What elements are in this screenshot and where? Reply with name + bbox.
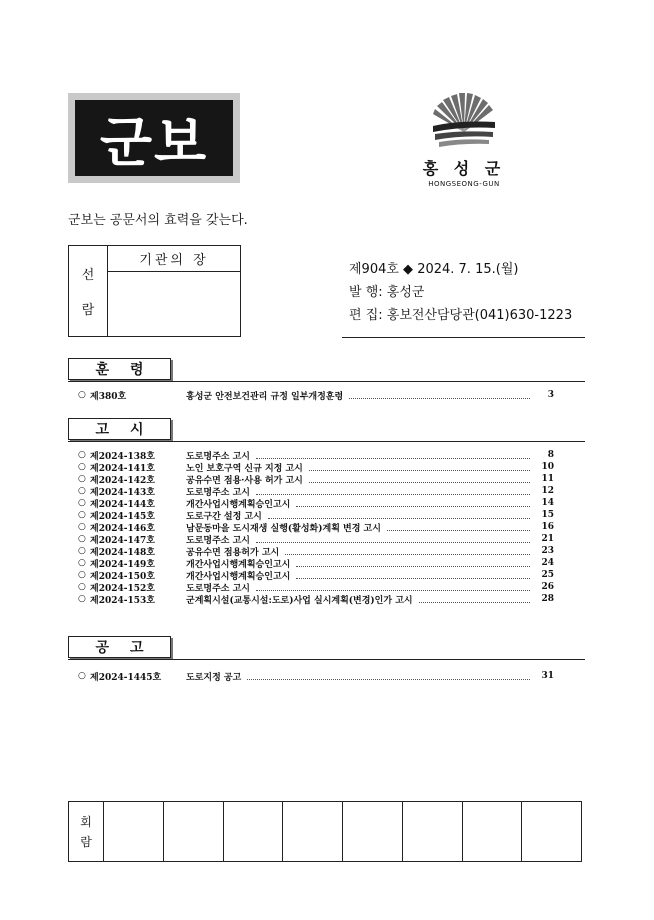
circle-bullet-icon: ○: [78, 462, 86, 472]
dot-leader: [419, 596, 530, 603]
circulation-cell[interactable]: [343, 802, 403, 861]
circle-bullet-icon: ○: [78, 498, 86, 508]
toc-entry[interactable]: [78, 509, 554, 521]
dot-leader: [256, 452, 530, 459]
dot-leader: [256, 584, 530, 591]
dot-leader: [296, 560, 530, 567]
review-label-top: 선: [81, 268, 95, 283]
entry-number: 제2024-144호: [90, 499, 155, 510]
section-title-announcement: 공 고: [68, 636, 171, 658]
entry-page: 8: [547, 450, 554, 460]
county-emblem-icon: [429, 92, 499, 154]
circle-bullet-icon: ○: [78, 570, 86, 580]
entry-title: 공유수면 점용·사용 허가 고시: [186, 475, 303, 486]
entry-title: 도로명주소 고시: [186, 487, 250, 498]
circulation-table: [68, 801, 582, 862]
toc-entry[interactable]: [78, 497, 554, 509]
dot-leader: [309, 464, 530, 471]
tagline: 군보는 공문서의 효력을 갖는다.: [68, 213, 248, 228]
review-label: [69, 246, 108, 336]
entry-page: 21: [541, 534, 554, 544]
circle-bullet-icon: ○: [78, 671, 86, 681]
section-divider: [68, 381, 585, 382]
circle-bullet-icon: ○: [78, 534, 86, 544]
review-header: 기관의 장: [108, 246, 240, 272]
entry-page: 15: [541, 510, 554, 520]
entry-page: 11: [541, 474, 554, 484]
entry-number: 제2024-138호: [90, 451, 155, 462]
entry-number: 제2024-146호: [90, 523, 155, 534]
entry-page: 25: [541, 570, 554, 580]
dot-leader: [387, 524, 530, 531]
entry-title: 군계획시설(교통시설:도로)사업 실시계획(변경)인가 고시: [186, 595, 413, 606]
toc-entry[interactable]: ○ 제380호 홍성군 안전보건관리 규정 일부개정훈령 3: [78, 390, 554, 402]
issue-divider: [342, 337, 585, 338]
review-box: [68, 245, 241, 337]
circulation-cell[interactable]: [104, 802, 164, 861]
circle-bullet-icon: ○: [78, 558, 86, 568]
circle-bullet-icon: ○: [78, 594, 86, 604]
entry-page: 23: [541, 546, 554, 556]
toc-entry[interactable]: [78, 533, 554, 545]
circulation-cell[interactable]: [283, 802, 343, 861]
circle-bullet-icon: ○: [78, 450, 86, 460]
entry-title: 도로명주소 고시: [186, 451, 250, 462]
issue-publisher: 발 행: 홍성군: [349, 285, 425, 300]
dot-leader: [256, 488, 530, 495]
entry-title: 도로명주소 고시: [186, 583, 250, 594]
toc-entry[interactable]: [78, 449, 554, 461]
toc-entry[interactable]: [78, 461, 554, 473]
review-label-bottom: 람: [81, 303, 95, 318]
county-name: 홍 성 군: [422, 159, 506, 178]
toc-entry[interactable]: [78, 593, 554, 605]
circulation-cell[interactable]: [403, 802, 463, 861]
circle-bullet-icon: ○: [78, 522, 86, 532]
section-divider: [68, 659, 585, 660]
entry-number: 제2024-142호: [90, 475, 155, 486]
toc-entry[interactable]: [78, 521, 554, 533]
entry-title: 도로구간 설정 고시: [186, 511, 262, 522]
dot-leader: [256, 536, 530, 543]
entry-title: 도로명주소 고시: [186, 535, 250, 546]
toc-entry[interactable]: ○ 제2024-1445호 도로지정 공고 31: [78, 671, 554, 683]
issue-info: [349, 258, 572, 327]
circulation-cell[interactable]: [164, 802, 224, 861]
entry-number: 제2024-141호: [90, 463, 155, 474]
entry-title: 개간사업시행계획승인고시: [186, 571, 291, 582]
toc-entry[interactable]: [78, 581, 554, 593]
entry-number: 제2024-143호: [90, 487, 155, 498]
section-divider: [68, 441, 585, 442]
circle-bullet-icon: ○: [78, 510, 86, 520]
issue-editor: 편 집: 홍보전산담당관(041)630-1223: [349, 308, 573, 323]
circulation-cell[interactable]: [463, 802, 523, 861]
entry-page: 24: [541, 558, 554, 568]
entry-number: 제2024-152호: [90, 583, 155, 594]
section-title-notice: 고 시: [68, 418, 171, 440]
dot-leader: [247, 673, 530, 680]
toc-entry[interactable]: [78, 569, 554, 581]
toc-entry[interactable]: [78, 545, 554, 557]
masthead: [68, 93, 240, 183]
entry-number: 제2024-148호: [90, 547, 155, 558]
entry-number: 제2024-153호: [90, 595, 155, 606]
masthead-title: 군보: [75, 100, 233, 176]
circulation-cell[interactable]: [224, 802, 284, 861]
issue-number-date: 제904호 ◆ 2024. 7. 15.(월): [349, 262, 519, 277]
dot-leader: [349, 392, 530, 399]
circulation-label: 회 람: [69, 802, 104, 861]
dot-leader: [296, 500, 530, 507]
dot-leader: [309, 476, 530, 483]
dot-leader: [268, 512, 530, 519]
circle-bullet-icon: ○: [78, 390, 86, 400]
entry-page: 14: [541, 498, 554, 508]
dot-leader: [296, 572, 530, 579]
toc-entry[interactable]: [78, 485, 554, 497]
entry-number: 제2024-147호: [90, 535, 155, 546]
entry-title: 개간사업시행계획승인고시: [186, 559, 291, 570]
entry-title: 남문동마을 도시재생 실행(활성화)계획 변경 고시: [186, 523, 381, 534]
circle-bullet-icon: ○: [78, 582, 86, 592]
entry-number: 제2024-145호: [90, 511, 155, 522]
entry-page: 26: [541, 582, 554, 592]
entry-page: 16: [541, 522, 554, 532]
entry-title: 공유수면 점용허가 고시: [186, 547, 280, 558]
entry-number: 제2024-149호: [90, 559, 155, 570]
section-title-directive: 훈 령: [68, 358, 171, 380]
toc-entry[interactable]: [78, 473, 554, 485]
county-logo: [418, 92, 510, 192]
toc-entry[interactable]: [78, 557, 554, 569]
circle-bullet-icon: ○: [78, 546, 86, 556]
entry-number: 제2024-150호: [90, 571, 155, 582]
circulation-cell[interactable]: [522, 802, 581, 861]
circle-bullet-icon: ○: [78, 486, 86, 496]
circle-bullet-icon: ○: [78, 474, 86, 484]
entry-page: 10: [541, 462, 554, 472]
entry-page: 28: [541, 594, 554, 604]
dot-leader: [285, 548, 530, 555]
entry-title: 개간사업시행계획승인고시: [186, 499, 291, 510]
entry-title: 노인 보호구역 신규 지정 고시: [186, 463, 303, 474]
entry-page: 12: [541, 486, 554, 496]
county-name-romanized: HONGSEONG-GUN: [428, 180, 500, 188]
